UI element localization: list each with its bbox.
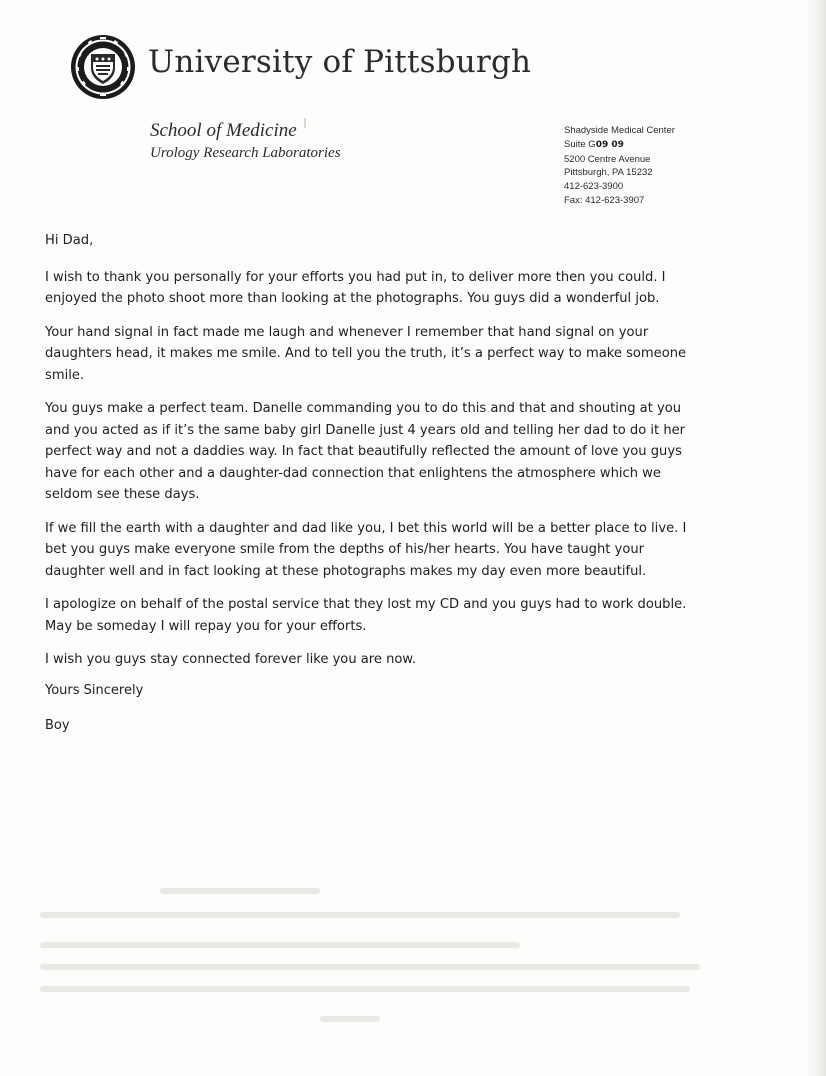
- paragraph-4: If we fill the earth with a daughter and dad like you, I bet this world will be a better place to live. I bet you guys make everyone smile from the depths of his/her hearts. You have taught your daughter well and in fact looking at these photographs makes my day even more beautiful.: [45, 520, 687, 579]
- paragraph-5: I apologize on behalf of the postal service that they lost my CD and you guys had to work double. May be someday I will repay you for your efforts.: [45, 597, 687, 634]
- lab-name: Urology Research Laboratories: [150, 145, 341, 161]
- paragraph-6: I wish you guys stay connected forever like you are now.: [45, 652, 417, 667]
- address-block: [564, 124, 675, 208]
- address-fax: Fax: 412-623-3907: [564, 194, 645, 206]
- university-seal-icon: [70, 34, 136, 100]
- paragraph-3: You guys make a perfect team. Danelle commanding you to do this and that and shouting at you and you acted as if it’s the same baby girl Danelle just 4 years old and telling her dad to do it her perfect way and not a daddies way. In fact that beautifully reflected the amount of love you guys have for each other and a daughter-dad connection that enlightens the atmosphere which we seldom see these days.: [45, 401, 686, 502]
- paragraph-1: I wish to thank you personally for your efforts you had put in, to deliver more then you could. I enjoyed the photo shoot more than looking at the photographs. You guys did a wonderful job.: [45, 269, 666, 306]
- address-city: Pittsburgh, PA 15232: [564, 167, 653, 179]
- address-line-1: Shadyside Medical Center: [564, 125, 675, 136]
- letter-body: [45, 230, 705, 683]
- scan-mark: [304, 118, 306, 128]
- bleed-through-texture: [40, 880, 740, 1030]
- address-suite: [564, 138, 675, 153]
- closing: Yours Sincerely: [45, 683, 144, 698]
- suite-handwritten: 09 09: [595, 139, 624, 150]
- university-name: University of Pittsburgh: [148, 44, 532, 80]
- paper-edge-shadow: [804, 0, 826, 1076]
- signature: Boy: [45, 718, 70, 733]
- greeting: Hi Dad,: [45, 233, 94, 248]
- address-street: 5200 Centre Avenue: [564, 153, 651, 165]
- address-phone: 412-623-3900: [564, 181, 624, 193]
- suite-label: Suite G: [564, 138, 596, 150]
- school-name: School of Medicine: [150, 120, 297, 141]
- paragraph-2: Your hand signal in fact made me laugh and whenever I remember that hand signal on your daughters head, it makes me smile. And to tell you the truth, it’s a perfect way to make someone smile.: [45, 324, 687, 383]
